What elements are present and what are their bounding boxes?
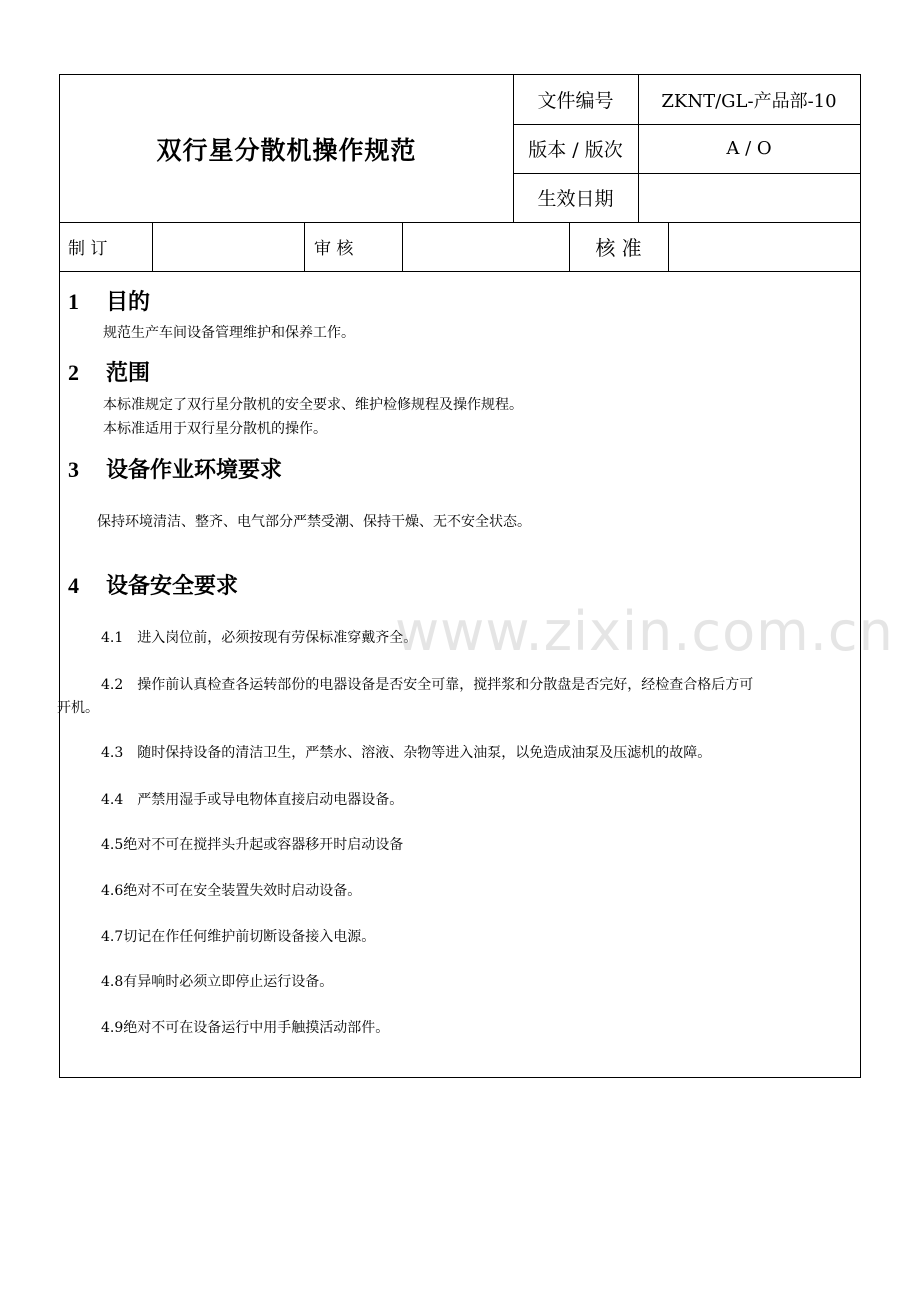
list-item: 4.9绝对不可在设备运行中用手触摸活动部件。 <box>101 1020 390 1036</box>
section-text: 保持环境清洁、整齐、电气部分严禁受潮、保持干燥、无不安全状态。 <box>97 514 531 530</box>
file-no-label: 文件编号 <box>537 90 614 112</box>
approve-value <box>668 222 860 271</box>
section-heading: 2 范围 <box>68 360 151 386</box>
section-text: 本标准规定了双行星分散机的安全要求、维护检修规程及操作规程。 <box>103 397 523 413</box>
list-item: 4.7切记在作任何维护前切断设备接入电源。 <box>101 929 376 945</box>
divider <box>60 271 860 272</box>
list-item: 4.6绝对不可在安全装置失效时启动设备。 <box>101 883 362 899</box>
list-item: 4.2 操作前认真检查各运转部份的电器设备是否安全可靠，搅拌浆和分散盘是否完好，经检查合格后方可 <box>101 677 754 693</box>
document-title: 双行星分散机操作规范 <box>156 135 417 165</box>
draft-value <box>152 222 304 271</box>
list-item: 4.4 严禁用湿手或导电物体直接启动电器设备。 <box>101 792 404 808</box>
approve-label: 核 准 <box>595 236 642 260</box>
section-heading: 3 设备作业环境要求 <box>68 457 283 483</box>
watermark: www.zixin.com.cn <box>395 600 894 663</box>
list-item: 4.5绝对不可在搅拌头升起或容器移开时启动设备 <box>101 837 404 853</box>
section-text: 规范生产车间设备管理维护和保养工作。 <box>103 325 355 341</box>
version-label: 版本 / 版次 <box>528 139 623 161</box>
effective-date-label: 生效日期 <box>537 188 614 210</box>
section-text: 本标准适用于双行星分散机的操作。 <box>103 421 327 437</box>
section-heading: 1 目的 <box>68 289 151 315</box>
document-frame <box>59 74 861 1078</box>
list-item: 开机。 <box>57 700 99 716</box>
list-item: 4.1 进入岗位前，必须按现有劳保标准穿戴齐全。 <box>101 630 418 646</box>
version-value: A / O <box>726 138 772 159</box>
review-label: 审 核 <box>314 239 354 259</box>
list-item: 4.3 随时保持设备的清洁卫生，严禁水、溶液、杂物等进入油泵，以免造成油泵及压滤机的故障。 <box>101 745 712 761</box>
file-no-value: ZKNT/GL-产品部-10 <box>661 90 837 112</box>
review-value <box>402 222 569 271</box>
list-item: 4.8有异响时必须立即停止运行设备。 <box>101 974 334 990</box>
divider <box>304 222 305 271</box>
effective-date-value <box>638 173 860 222</box>
draft-label: 制 订 <box>68 239 108 259</box>
section-heading: 4 设备安全要求 <box>68 573 239 599</box>
